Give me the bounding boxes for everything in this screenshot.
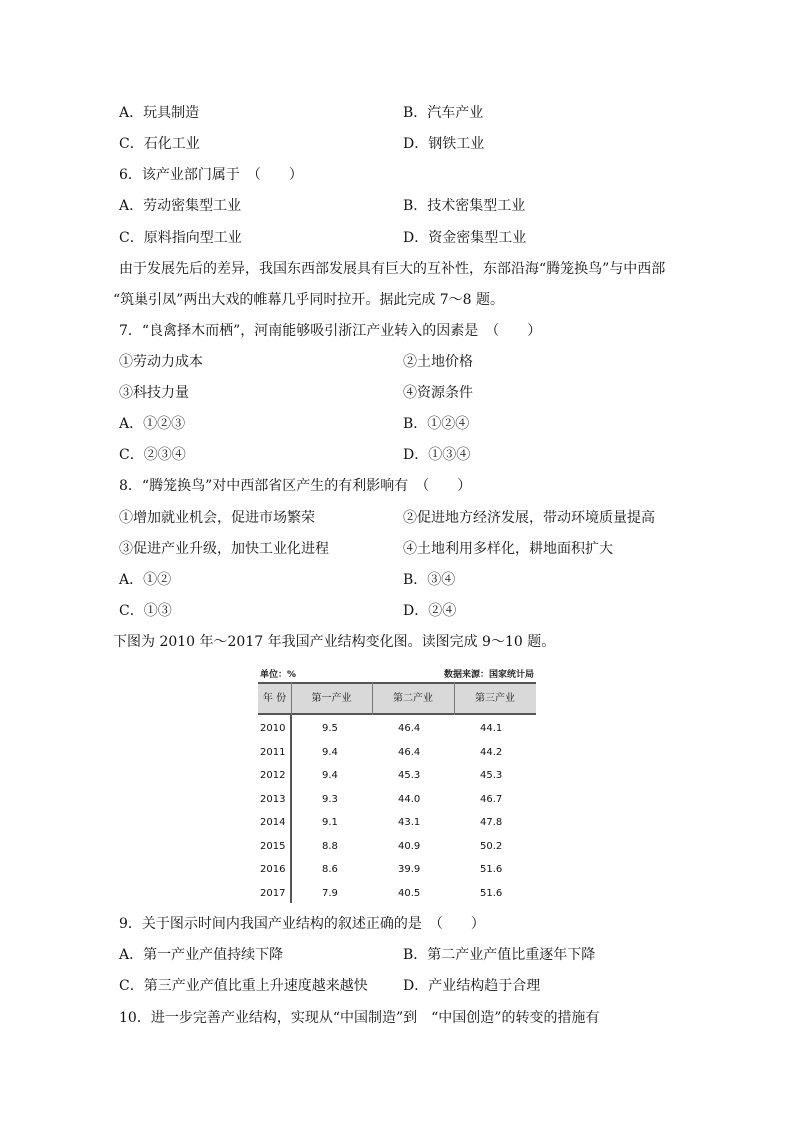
q8-choice-4: ④土地利用多样化，耕地面积扩大 [403, 541, 613, 557]
passage-line-2: “筑巢引凤”两出大戏的帷幕几乎同时拉开。据此完成 7～8 题。 [113, 292, 505, 308]
cell-tertiary: 51.6 [480, 887, 503, 899]
q6-option-d: D．资金密集型工业 [403, 230, 527, 246]
cell-secondary: 40.5 [398, 887, 421, 899]
q6-stem: 6．该产业部门属于 （ ） [119, 167, 303, 183]
cell-primary: 9.3 [322, 793, 338, 805]
cell-secondary: 40.9 [398, 840, 421, 852]
q7-choice-4: ④资源条件 [403, 385, 473, 401]
cell-primary: 9.4 [322, 770, 338, 781]
cell-year: 2016 [260, 864, 286, 875]
cell-year: 2017 [260, 887, 286, 899]
q8-option-c: C．①③ [119, 603, 172, 619]
cell-secondary: 46.4 [398, 746, 421, 758]
table-row [258, 741, 536, 764]
q9-stem: 9．关于图示时间内我国产业结构的叙述正确的是 （ ） [119, 916, 485, 932]
table-unit: 单位：% [260, 670, 297, 680]
cell-year: 2012 [260, 770, 286, 781]
q7-choice-1: ①劳动力成本 [119, 354, 203, 370]
q8-option-d: D．②④ [403, 603, 457, 619]
cell-secondary: 43.1 [398, 817, 421, 828]
cell-year: 2011 [260, 746, 286, 758]
cell-tertiary: 44.2 [480, 746, 503, 758]
header-year: 年 份 [262, 693, 287, 704]
q6-option-c: C．原料指向型工业 [119, 230, 242, 246]
cell-primary: 8.6 [322, 864, 338, 875]
cell-primary: 8.8 [322, 840, 338, 852]
q7-option-c: C．②③④ [119, 447, 186, 463]
q8-choice-1: ①增加就业机会，促进市场繁荣 [119, 510, 315, 526]
cell-year: 2010 [260, 723, 286, 734]
header-divider [454, 682, 455, 715]
q6-option-a: A．劳动密集型工业 [119, 198, 242, 214]
q9-option-a: A．第一产业产值持续下降 [119, 947, 284, 963]
table-header-row [258, 682, 536, 715]
q8-option-b: B．③④ [403, 572, 456, 588]
table-row [258, 811, 536, 834]
q9-option-d: D．产业结构趋于合理 [403, 978, 541, 994]
q7-option-d: D．①③④ [403, 447, 471, 463]
table-source: 数据来源：国家统计局 [443, 670, 534, 680]
cell-primary: 9.5 [322, 723, 338, 734]
header-divider [372, 682, 373, 715]
q7-choice-2: ②土地价格 [403, 354, 473, 370]
table-row [258, 764, 536, 787]
header-tertiary: 第三产业 [475, 693, 515, 704]
q7-stem: 7．“良禽择木而栖”，河南能够吸引浙江产业转入的因素是 （ ） [119, 323, 542, 339]
q5-option-a: A．玩具制造 [119, 105, 200, 121]
q9-option-b: B．第二产业产值比重逐年下降 [403, 947, 596, 963]
q8-choice-3: ③促进产业升级，加快工业化进程 [119, 541, 329, 557]
cell-secondary: 45.3 [398, 770, 421, 781]
q5-option-d: D．钢铁工业 [403, 136, 485, 152]
cell-tertiary: 51.6 [480, 864, 503, 875]
cell-tertiary: 47.8 [480, 817, 503, 828]
q8-stem: 8．“腾笼换鸟”对中西部省区产生的有利影响有 （ ） [119, 478, 472, 494]
header-primary: 第一产业 [311, 693, 352, 704]
intro-9-10: 下图为 2010 年～2017 年我国产业结构变化图。读图完成 9～10 题。 [113, 634, 556, 650]
table-row [258, 788, 536, 811]
table-row [258, 835, 536, 858]
q7-option-a: A．①②③ [119, 416, 186, 432]
table-row [258, 858, 536, 881]
q7-option-b: B．①②④ [403, 416, 470, 432]
header-divider [291, 682, 292, 715]
cell-tertiary: 46.7 [480, 793, 503, 805]
q5-option-c: C．石化工业 [119, 136, 200, 152]
cell-secondary: 39.9 [398, 864, 421, 875]
industry-structure-table [258, 667, 536, 903]
q6-option-b: B．技术密集型工业 [403, 198, 526, 214]
q5-option-b: B．汽车产业 [403, 105, 484, 121]
header-secondary: 第二产业 [393, 693, 433, 704]
cell-primary: 7.9 [322, 887, 338, 899]
q7-choice-3: ③科技力量 [119, 385, 189, 401]
cell-primary: 9.4 [322, 746, 338, 758]
cell-tertiary: 44.1 [480, 723, 503, 734]
q8-option-a: A．①② [119, 572, 172, 588]
cell-tertiary: 45.3 [480, 770, 503, 781]
q8-choice-2: ②促进地方经济发展，带动环境质量提高 [403, 510, 655, 526]
cell-year: 2014 [260, 817, 286, 828]
cell-secondary: 46.4 [398, 723, 421, 734]
cell-primary: 9.1 [322, 817, 338, 828]
q9-option-c: C．第三产业产值比重上升速度越来越快 [119, 978, 368, 994]
cell-year: 2015 [260, 840, 286, 852]
table-row [258, 717, 536, 740]
q10-stem: 10．进一步完善产业结构，实现从“中国制造”到 “中国创造”的转变的措施有 [119, 1010, 600, 1026]
table-row [258, 882, 536, 905]
cell-tertiary: 50.2 [480, 840, 503, 852]
cell-year: 2013 [260, 793, 286, 805]
passage-line-1: 由于发展先后的差异，我国东西部发展具有巨大的互补性，东部沿海“腾笼换鸟”与中西部 [119, 261, 666, 277]
cell-secondary: 44.0 [398, 793, 421, 805]
